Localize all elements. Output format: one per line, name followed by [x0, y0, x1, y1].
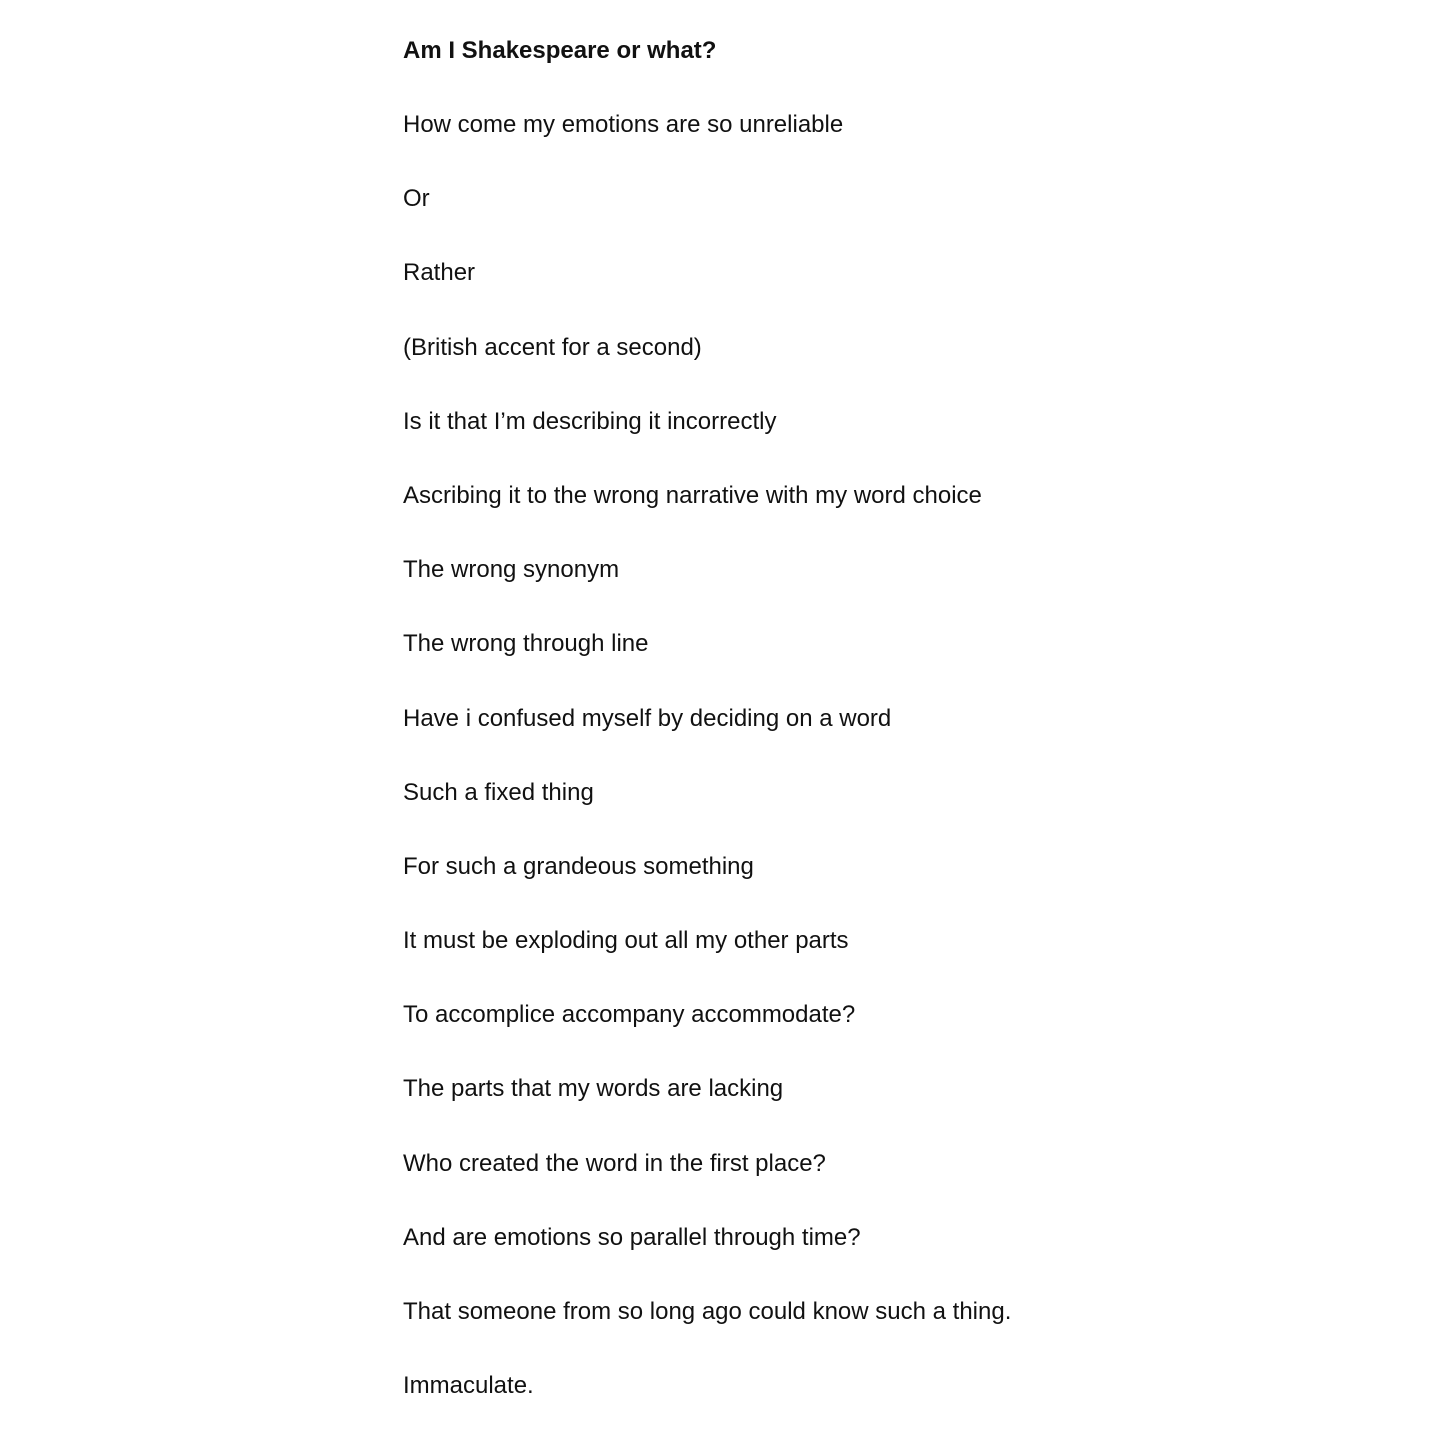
poem-line: It must be exploding out all my other parts: [403, 927, 849, 955]
poem-line: Such a fixed thing: [403, 778, 594, 806]
poem-line: Rather: [403, 259, 476, 287]
poem-line: To accomplice accompany accommodate?: [403, 1001, 856, 1029]
poem-line: That someone from so long ago could know such a thing.: [403, 1298, 1012, 1325]
poem-line: The wrong synonym: [403, 556, 620, 584]
poem-line: Who created the word in the first place?: [403, 1149, 826, 1177]
poem: [403, 30, 1303, 1439]
poem-line: The wrong through line: [403, 630, 649, 658]
poem-line: How come my emotions are so unreliable: [403, 111, 844, 138]
poem-line: Or: [403, 185, 430, 213]
poem-line: Immaculate.: [403, 1372, 534, 1400]
poem-line: And are emotions so parallel through time?: [403, 1223, 861, 1251]
poem-lines: [403, 104, 1303, 1439]
poem-line: Have i confused myself by deciding on a word: [403, 704, 892, 732]
poem-line: For such a grandeous something: [403, 852, 754, 880]
poem-line: The parts that my words are lacking: [403, 1075, 784, 1103]
poem-line: Ascribing it to the wrong narrative with my word choice: [403, 481, 982, 509]
poem-line: (British accent for a second): [403, 333, 702, 361]
poem-line: Is it that I’m describing it incorrectly: [403, 407, 777, 435]
poem-title: Am I Shakespeare or what?: [403, 37, 717, 64]
